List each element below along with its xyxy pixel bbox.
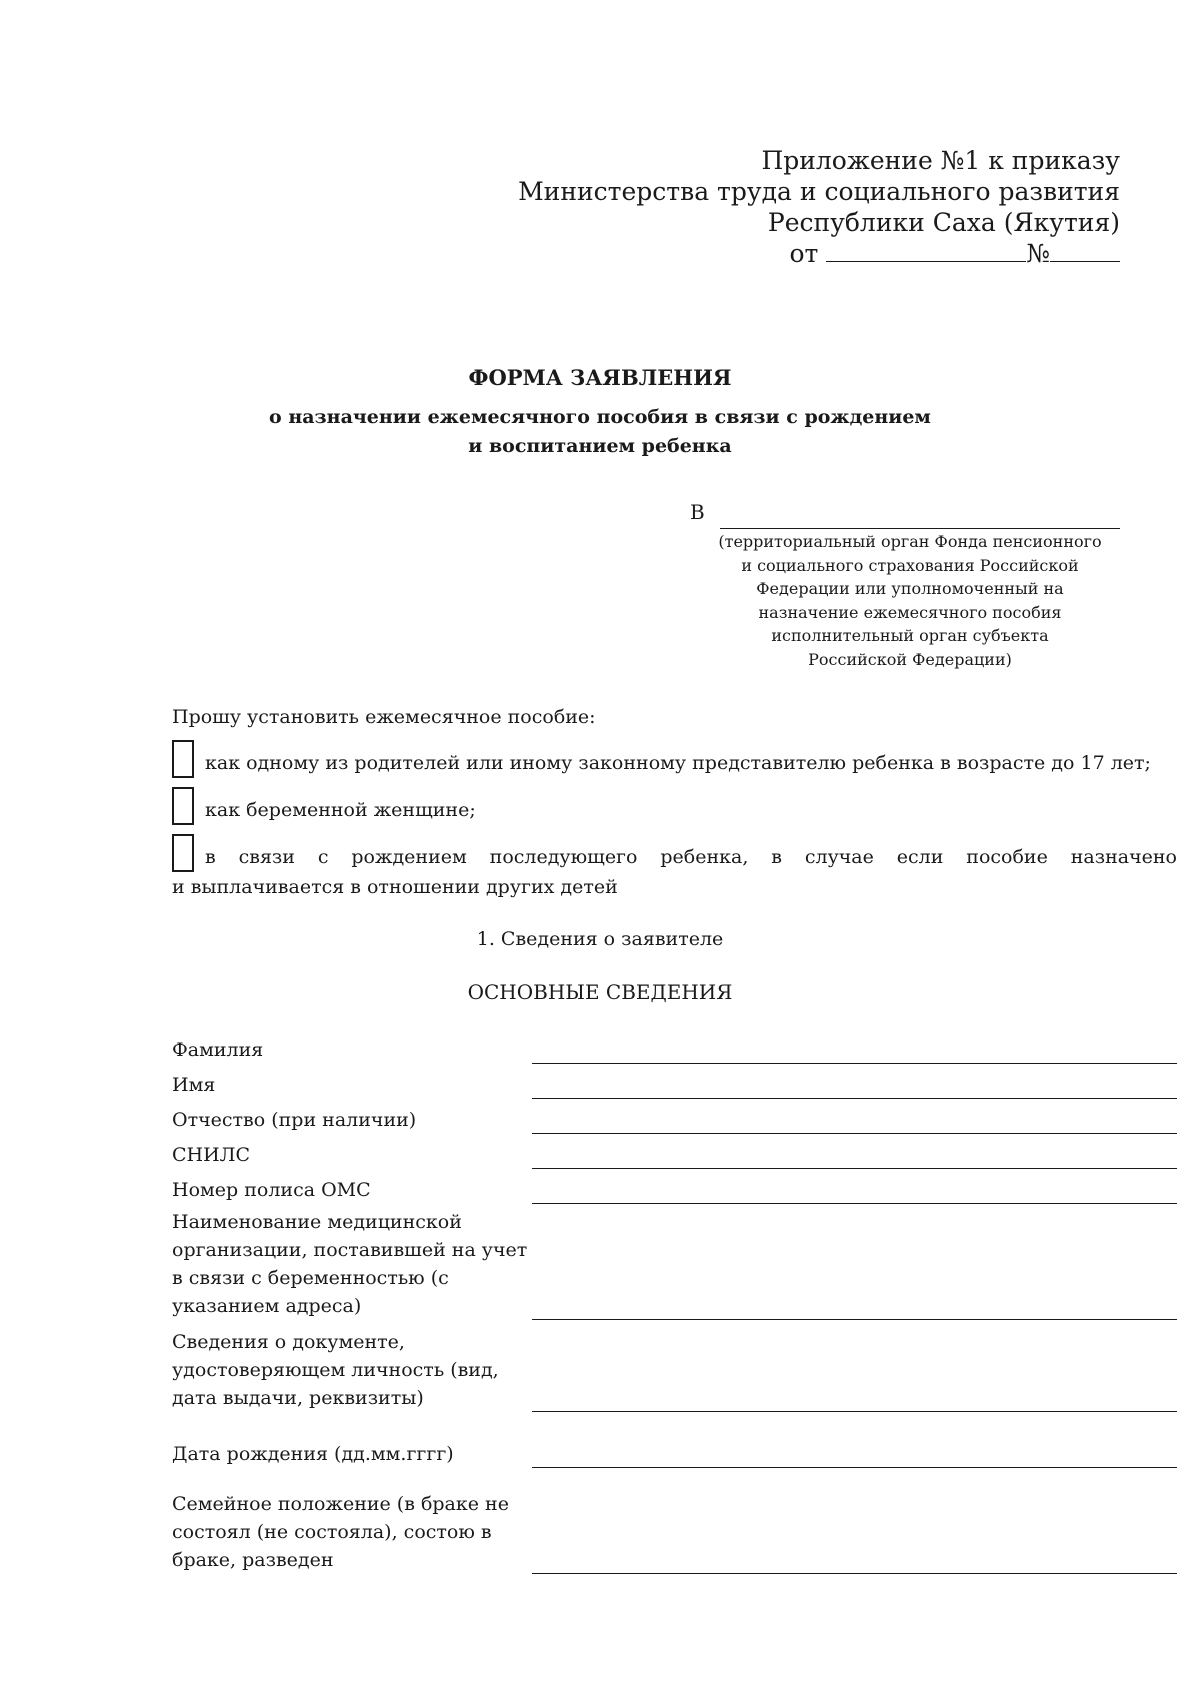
field-name-label: Имя [172, 1074, 216, 1096]
option-pregnant-checkbox[interactable] [172, 787, 194, 825]
field-identity-document-label: Сведения о документе, удостоверяющем личность (вид, дата выдачи, реквизиты) [172, 1331, 499, 1409]
form-title: ФОРМА ЗАЯВЛЕНИЯ [468, 365, 732, 390]
number-blank[interactable] [1050, 239, 1120, 262]
field-patronymic [172, 1099, 1177, 1134]
field-snils [172, 1134, 1177, 1169]
field-birth-date [172, 1412, 1177, 1468]
form-subtitle-line-1: о назначении ежемесячного пособия в связи с рождением [269, 406, 931, 428]
approval-header [500, 145, 1120, 269]
addressee-note-line: (территориальный орган Фонда пенсионного [718, 532, 1102, 551]
addressee-note [700, 530, 1120, 671]
section-heading: 1. Сведения о заявителе [476, 928, 724, 950]
field-oms-policy-label: Номер полиса ОМС [172, 1179, 371, 1201]
subsection-heading: ОСНОВНЫЕ СВЕДЕНИЯ [467, 980, 733, 1004]
field-surname-label: Фамилия [172, 1039, 264, 1061]
option-subsequent-label: в связи с рождением последующего ребенка, в случае если пособие назначено [205, 846, 1177, 868]
addressee-note-line: исполнительный орган субъекта [771, 626, 1049, 645]
date-blank[interactable] [826, 239, 1026, 262]
option-parent-checkbox[interactable] [172, 740, 194, 778]
addressee-field[interactable] [720, 528, 1120, 529]
field-identity-document [172, 1320, 1177, 1412]
option-pregnant-label: как беременной женщине; [205, 799, 476, 821]
header-line-3: Республики Саха (Якутия) [767, 208, 1120, 237]
addressee-note-line: Федерации или уполномоченный на [756, 579, 1064, 598]
addressee-label: В [690, 500, 705, 524]
field-surname [172, 1030, 1177, 1064]
option-subsequent-child [172, 842, 1177, 902]
option-subsequent-continuation: и выплачивается в отношении других детей [172, 876, 618, 898]
field-name [172, 1064, 1177, 1099]
option-parent-label: как одному из родителей или иному законному представителю ребенка в возрасте до 17 лет; [205, 752, 1151, 774]
addressee-note-line: Российской Федерации) [808, 649, 1012, 669]
form-subtitle-line-2: и воспитанием ребенка [468, 435, 732, 457]
field-oms-policy [172, 1169, 1177, 1204]
request-intro: Прошу установить ежемесячное пособие: [172, 706, 596, 728]
addressee-row [690, 500, 1120, 530]
field-marital-status-input[interactable] [532, 1573, 1177, 1574]
field-medical-organization [172, 1204, 1177, 1320]
option-subsequent-checkbox[interactable] [172, 834, 194, 872]
header-line-2: Министерства труда и социального развития [518, 177, 1120, 206]
field-marital-status-label: Семейное положение (в браке не состоял (не состояла), состою в браке, разведен [172, 1493, 509, 1571]
option-pregnant [172, 795, 1177, 825]
field-birth-date-label: Дата рождения (дд.мм.гггг) [172, 1443, 454, 1465]
field-snils-label: СНИЛС [172, 1144, 251, 1166]
number-label: № [1026, 239, 1050, 268]
header-date-number [500, 238, 1120, 269]
field-patronymic-label: Отчество (при наличии) [172, 1109, 417, 1131]
option-parent [172, 748, 1177, 778]
addressee-note-line: и социального страхования Российской [741, 555, 1079, 575]
field-medical-organization-label: Наименование медицинской организации, поставившей на учет в связи с беременностью (с указанием адреса) [172, 1211, 528, 1317]
addressee-note-line: назначение ежемесячного пособия [758, 602, 1062, 622]
field-marital-status [172, 1468, 1177, 1574]
from-label: от [789, 239, 819, 268]
header-line-1: Приложение №1 к приказу [761, 146, 1120, 175]
